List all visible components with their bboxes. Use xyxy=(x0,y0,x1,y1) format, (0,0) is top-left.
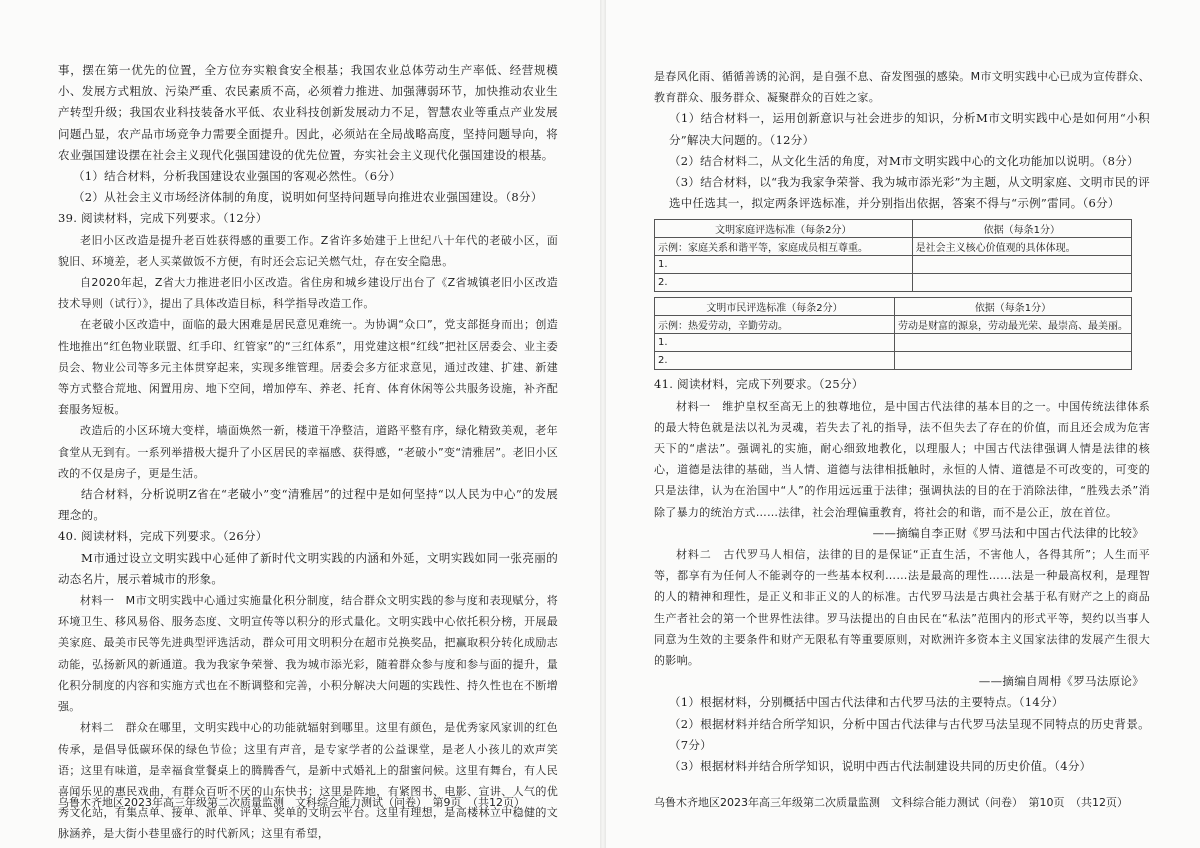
table-row xyxy=(655,256,1132,274)
sub-question: （1）根据材料，分别概括中国古代法律和古代罗马法的主要特点。（14分） xyxy=(668,695,1064,710)
paragraph: 改造后的小区环境大变样，墙面焕然一新，楼道干净整洁，道路平整有序，绿化精致美观，老年食堂从无到有。一系列举措极大提升了小区居民的幸福感、获得感，“老破小”变“清雅居”。老旧小区改的不仅是房子，更是生活。 xyxy=(58,424,558,480)
table-cell: 1. xyxy=(655,256,913,274)
paragraph: 自2020年起，Z省大力推进老旧小区改造。省住房和城乡建设厅出台了《Z省城镇老旧小区改造技术导则（试行）》，提出了具体改造目标，科学指导改造工作。 xyxy=(58,276,558,311)
exam-page-10 xyxy=(618,0,1178,848)
page-10-top-text xyxy=(654,66,1150,214)
table-cell xyxy=(895,334,1132,352)
page-spine xyxy=(600,0,606,848)
paragraph: 是春风化雨、循循善诱的沁润，是自强不息、奋发图强的感染。M市文明实践中心已成为宣传群众、教育群众、服务群众、凝聚群众的百姓之家。 xyxy=(654,70,1150,105)
paragraph: 材料二 古代罗马人相信，法律的目的是保证“正直生活，不害他人，各得其所”；人生而平等，都享有为任何人不能剥夺的一些基本权利……法是最高的理性……法是一种最高权利，是理智的人的精神和理性，是正义和非正义的人的标准。古代罗马法是古典社会基于私有财产之上的商品生产者社会的第一个世界性法律。罗马法提出的自由民在“私法”范围内的形式平等，契约以当事人同意为生效的主要条件和财产无限私有等重要原则，对欧洲许多资本主义国家法律的发展产生很大的影响。 xyxy=(654,548,1150,668)
table-cell xyxy=(912,274,1131,292)
sub-question: （3）结合材料，以“我为我家争荣誉、我为城市添光彩”为主题，从文明家庭、文明市民的评选中任选其一，拟定两条评选标准，并分别指出依据，答案不得与“示例”雷同。（6分） xyxy=(668,175,1150,211)
question-heading: 41. 阅读材料，完成下列要求。（25分） xyxy=(654,377,864,392)
exam-page-9 xyxy=(28,0,588,848)
page-9-footer: 乌鲁木齐地区2023年高三年级第二次质量监测 文科综合能力测试（问卷） 第9页 （共12页） xyxy=(58,796,525,809)
source-citation: ——摘编自李正财《罗马法和中国古代法律的比较》 xyxy=(872,525,1144,540)
page-10-bottom-text xyxy=(654,374,1150,777)
table-row xyxy=(655,352,1132,370)
table-header: 文明市民评选标准（每条2分） xyxy=(655,298,895,316)
table-header: 依据（每条1分） xyxy=(895,298,1132,316)
page-9-body xyxy=(58,60,558,845)
table-row xyxy=(655,316,1132,334)
table-row xyxy=(655,334,1132,352)
paragraph: 事，摆在第一优先的位置，全方位夯实粮食安全根基；我国农业总体劳动生产率低、经营规模小、发展方式粗放、污染严重、农民素质不高，必须着力推进、加强薄弱环节，加快推动农业生产转型升级；我国农业科技装备水平低、农业科技创新发展动力不足，智慧农业等重点产业发展问题凸显，农产品市场竞争力需要全面提升。因此，必须站在全局战略高度，坚持问题导向，将农业强国建设摆在社会主义现代化强国建设的优先位置，夯实社会主义现代化强国建设的根基。 xyxy=(58,63,558,162)
sub-question: （1）结合材料，分析我国建设农业强国的客观必然性。（6分） xyxy=(72,169,402,184)
table-cell: 2. xyxy=(655,274,913,292)
table-header: 依据（每条1分） xyxy=(912,220,1131,238)
table-row xyxy=(655,274,1132,292)
paragraph: M市通过设立文明实践中心延伸了新时代文明实践的内涵和外延，文明实践如同一张亮丽的动态名片，展示着城市的形象。 xyxy=(58,550,558,586)
question-heading: 39. 阅读材料，完成下列要求。（12分） xyxy=(58,211,268,226)
table-row xyxy=(655,238,1132,256)
table-cell: 2. xyxy=(655,352,895,370)
table-cell xyxy=(912,256,1131,274)
table-cell: 是社会主义核心价值观的具体体现。 xyxy=(912,238,1131,256)
source-citation: ——摘编自周枏《罗马法原论》 xyxy=(978,674,1144,689)
family-criteria-table xyxy=(654,219,1132,292)
table-cell xyxy=(895,352,1132,370)
citizen-criteria-table xyxy=(654,297,1132,370)
table-cell: 1. xyxy=(655,334,895,352)
paragraph: 材料一 M市文明实践中心通过实施量化积分制度，结合群众文明实践的参与度和表现赋分，将环境卫生、移风易俗、服务态度、文明宣传等以积分的形式量化。文明实践中心依托积分榜，开展最美家庭、最美市民等先进典型评选活动，群众可用文明积分在超市兑换奖品，把赢取积分转化成励志动能，弘扬新风的新通道。我为我家争荣誉、我为城市添光彩，随着群众参与度和参与面的提升，量化积分制度的内容和实施方式也在不断调整和完善，小积分解决大问题的实践性、持久性也在不断增强。 xyxy=(58,594,558,714)
page-10-footer: 乌鲁木齐地区2023年高三年级第二次质量监测 文科综合能力测试（问卷） 第10页 （共12页） xyxy=(654,796,1128,809)
paragraph: 在老破小区改造中，面临的最大困难是居民意见难统一。为协调“众口”，党支部挺身而出；创造性地推出“红色物业联盟、红手印、红管家”的“三红体系”，用党建这根“红线”把社区居委会、业主委员会、物业公司等多元主体贯穿起来，实现多维管理。居委会多方征求意见，通过改建、扩建、新建等方式整合荒地、闲置用房、地下空间，增加停车、养老、托育、体育休闲等公共服务设施，补齐配套服务短板。 xyxy=(58,318,558,417)
sub-question: （1）结合材料一，运用创新意识与社会进步的知识，分析M市文明实践中心是如何用“小积分”解决大问题的。（12分） xyxy=(668,111,1150,147)
table-cell: 劳动是财富的源泉，劳动最光荣、最崇高、最美丽。 xyxy=(895,316,1132,334)
table-cell: 示例：热爱劳动，辛勤劳动。 xyxy=(655,316,895,334)
paragraph: 材料二 群众在哪里，文明实践中心的功能就辐射到哪里。这里有颜色，是优秀家风家训的红色传承，是倡导低碳环保的绿色节俭；这里有声音，是专家学者的公益课堂，是老人小孩儿的欢声笑语；这里有味道，是幸福食堂餐桌上的腾腾香气，是新中式婚礼上的甜蜜问候。这里有舞台，有人民喜闻乐见的惠民戏曲，有群众百听不厌的山东快书；这里是阵地，有紧图书、电影、宣讲、人气的优秀文化站，有集点单、接单、派单、评单、奖单的文明云平台。这里有理想，是高楼林立中稳健的文脉涵养，是大街小巷里盛行的时代新风；这里有希望， xyxy=(58,721,558,841)
paragraph: 老旧小区改造是提升老百姓获得感的重要工作。Z省许多始建于上世纪八十年代的老破小区，面貌旧、环境差，老人买菜做饭不方便，有时还会忘记关燃气灶，存在安全隐患。 xyxy=(58,233,558,268)
sub-question: （2）从社会主义市场经济体制的角度，说明如何坚持问题导向推进农业强国建设。（8分） xyxy=(72,190,543,205)
sub-question: （2）结合材料二，从文化生活的角度，对M市文明实践中心的文化功能加以说明。（8分） xyxy=(668,153,1139,168)
sub-question: （3）根据材料并结合所学知识，说明中西古代法制建设共同的历史价值。（4分） xyxy=(668,759,1092,774)
question-heading: 40. 阅读材料，完成下列要求。（26分） xyxy=(58,529,268,544)
table-header: 文明家庭评选标准（每条2分） xyxy=(655,220,913,238)
page-10-body xyxy=(654,66,1150,777)
table-cell: 示例：家庭关系和谐平等，家庭成员相互尊重。 xyxy=(655,238,913,256)
paragraph: 材料一 维护皇权至高无上的独尊地位，是中国古代法律的基本目的之一。中国传统法律体系的最大特色就是法以礼为灵魂，若失去了礼的指导，法不但失去了存在的价值，而且还会成为危害天下的“虐法”。强调礼的实施，耐心细致地教化，以理服人；中国古代法律强调人情是法律的核心，道德是法律的基础，当人情、道德与法律相抵触时，永恒的人情、道德是不可改变的，可变的只是法律，认为在治国中“人”的作用远远重于法律；强调执法的目的在于消除法律，“胜残去杀”消除了暴力的统治方式……法律，社会治理偏重教育，将社会的和谐，而不是公正，放在首位。 xyxy=(654,399,1150,519)
sub-question: （2）根据材料并结合所学知识，分析中国古代法律与古代罗马法呈现不同特点的历史背景。（7分） xyxy=(668,716,1150,752)
paragraph: 结合材料，分析说明Z省在“老破小”变“清雅居”的过程中是如何坚持“以人民为中心”的发展理念的。 xyxy=(58,487,558,523)
